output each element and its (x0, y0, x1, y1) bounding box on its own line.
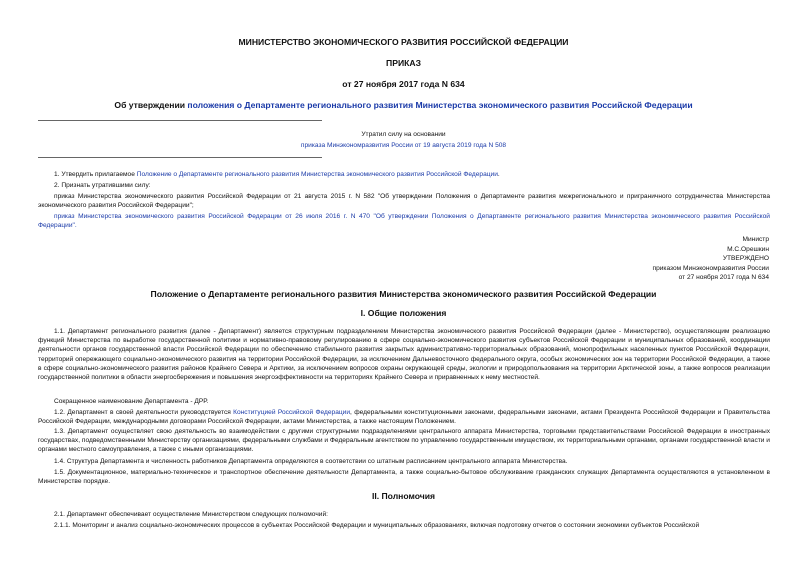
paragraph-2: 2. Признать утратившими силу: (54, 182, 151, 189)
constitution-link[interactable]: Конституцией Российской Федерации (233, 409, 351, 416)
section-1-heading: I. Общие положения (360, 308, 447, 318)
minister-role: Министр (742, 236, 769, 243)
order-date: от 27 ноября 2017 года N 634 (342, 79, 465, 89)
approved-by: приказом Минэкономразвития России (652, 264, 769, 272)
status-link[interactable]: приказа Минэкономразвития России от 19 августа 2019 года N 508 (300, 142, 507, 149)
clause-1-2 (38, 408, 770, 426)
signature-block (653, 235, 770, 283)
title-prefix: Об утверждении (114, 100, 188, 110)
paragraph-1 (38, 170, 770, 179)
paragraph-3: приказ Министерства экономического развития Российской Федерации от 21 августа 2015 г. N 582 "Об утверждении Положения о Департаменте развития межрегионального и приграничного сотрудничества Министерства экономического развития Российской Федерации"; (38, 193, 770, 210)
paragraph-4-link[interactable]: приказ Министерства экономического развития Российской Федерации от 26 июля 2016 г. N 470 "Об утверждении Положения о Департаменте регионального развития Министерства экономического развития Российской Федерации". (38, 213, 770, 230)
document-title (0, 100, 807, 110)
regulation-title: Положение о Департаменте регионального развития Министерства экономического развития Российской Федерации (150, 289, 657, 299)
clause-1-2-text: 1.2. Департамент в своей деятельности руководствуется (54, 409, 234, 416)
clause-1-5: 1.5. Документационное, материально-техническое и транспортное обеспечение деятельности Департамента, а также социально-бытовое обслуживание гражданских служащих Департамента осуществляются в установленном в Министерстве порядке. (38, 469, 770, 486)
status-line: Утратил силу на основании (361, 131, 446, 138)
p1-link[interactable]: Положение о Департаменте регионального развития Министерства экономического развития Российской Федерации (136, 171, 498, 178)
approved-date: от 27 ноября 2017 года N 634 (678, 274, 769, 282)
p1-text: 1. Утвердить прилагаемое (54, 171, 137, 178)
section-2-heading: II. Полномочия (371, 491, 436, 501)
title-link[interactable]: положения о Департаменте регионального развития Министерства экономического развития Российской Федерации (187, 100, 693, 110)
clause-2-1-1: 2.1.1. Мониторинг и анализ социально-экономических процессов в субъектах Российской Федерации и муниципальных образованиях, включая подготовку отчетов о состоянии экономики субъектов Российской (54, 522, 700, 529)
clause-1-4: 1.4. Структура Департамента и численность работников Департамента определяются в соответствии со штатным расписанием центрального аппарата Министерства. (54, 458, 568, 465)
clause-1-1: 1.1. Департамент регионального развития (далее - Департамент) является структурным подразделением Министерства экономического развития Российской Федерации (далее - Министерство), осуществляющим реализацию функций Министерства по выработке государственной политики и нормативно-правовому регулированию в сфере социально-экономического развития субъектов Российской Федерации и муниципальных образований, координации деятельности органов государственной власти Российской Федерации по обеспечению стабильного развития закрытых административно-территориальных образований, монопрофильных населенных пунктов Российской Федерации, территорий опережающего социально-экономического развития на территории Российской Федерации, за исключением Дальневосточного федерального округа, особых экономических зон на территории Российской Федерации, а также в сфере социально-экономического развития районов Крайнего Севера и Арктики, за исключением вопросов охраны окружающей среды, экологии и природопользования на территории Арктической зоны, а также вопросов реализации государственной политики в области энергосбережения и повышения энергоэффективности на территориях Крайнего Севера и приравненных к нему местностей. (38, 328, 770, 382)
clause-1-2-suffix: , федеральными конституционными законами, федеральными законами, актами Президента Российской Федерации и Правительства Российской Федерации, международными договорами Российской Федерации, актами Министерства, а также настоящим Положением. (38, 409, 771, 426)
ministry-heading: МИНИСТЕРСТВО ЭКОНОМИЧЕСКОГО РАЗВИТИЯ РОССИЙСКОЙ ФЕДЕРАЦИИ (238, 37, 569, 47)
order-heading: ПРИКАЗ (386, 58, 421, 68)
approved-label: УТВЕРЖДЕНО (722, 255, 769, 263)
clause-1-3: 1.3. Департамент осуществляет свою деятельность во взаимодействии с другими структурными подразделениями центрального аппарата Министерства, торговыми представительствами Российской Федерации в иностранных государствах, подведомственными Министерству организациями, федеральными службами и Федеральным агентством по управлению государственным имуществом, их территориальными органами, органами государственной власти и органами местного самоуправления, а также с иными организациями. (38, 428, 770, 454)
clause-2-1: 2.1. Департамент обеспечивает осуществление Министерством следующих полномочий: (54, 511, 328, 518)
clause-1-1-short: Сокращенное наименование Департамента - ДРР. (54, 398, 209, 405)
divider-bottom (38, 157, 322, 158)
minister-name: М.С.Орешкин (727, 245, 769, 253)
divider-top (38, 120, 322, 121)
p1-suffix: . (497, 171, 500, 178)
